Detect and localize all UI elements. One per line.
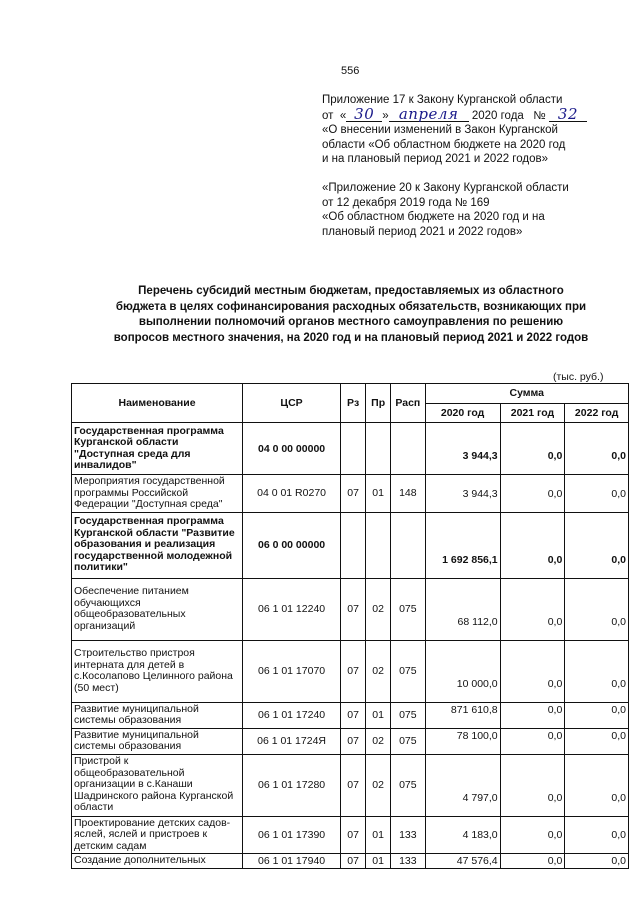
cell-2021: 0,0 xyxy=(500,512,565,578)
table-row xyxy=(72,475,629,513)
document-title xyxy=(72,284,630,346)
table-row xyxy=(72,578,629,640)
header-2020: 2020 год xyxy=(425,403,500,423)
cell-name: Государственная программа Курганской области "Доступная среда для инвалидов" xyxy=(72,423,243,475)
cell-csr: 06 1 01 17240 xyxy=(243,702,341,728)
cell-2021: 0,0 xyxy=(500,728,565,754)
cell-name: Создание дополнительных xyxy=(72,854,243,869)
table-body xyxy=(72,423,629,869)
cell-2022: 0,0 xyxy=(565,475,629,513)
cell-2021: 0,0 xyxy=(500,423,565,475)
cell-2021: 0,0 xyxy=(500,816,565,854)
table-row xyxy=(72,512,629,578)
table-row xyxy=(72,728,629,754)
title-line-3: выполнении полномочий органов местного самоуправления по решению xyxy=(138,316,564,328)
cell-name: Развитие муниципальной системы образования xyxy=(72,702,243,728)
appendix-17-year: 2020 года xyxy=(471,109,524,122)
cell-2020: 4 183,0 xyxy=(425,816,500,854)
appendix-17-month: апреля xyxy=(389,108,469,122)
cell-2022: 0,0 xyxy=(565,854,629,869)
table-row xyxy=(72,754,629,816)
cell-name: Государственная программа Курганской области "Развитие образования и реализация государственной молодежной политики" xyxy=(72,512,243,578)
cell-2022: 0,0 xyxy=(565,702,629,728)
appendix-17-quote-close: » xyxy=(382,109,389,122)
appendix-17-line-5: и на плановый период 2021 и 2022 годов» xyxy=(322,153,548,165)
header-pr: Пр xyxy=(366,384,391,423)
appendix-17-day: 30 xyxy=(346,108,382,122)
cell-csr: 06 1 01 12240 xyxy=(243,578,341,640)
cell-rz: 07 xyxy=(341,578,366,640)
cell-rz: 07 xyxy=(341,702,366,728)
cell-rasp xyxy=(391,512,425,578)
cell-2020: 4 797,0 xyxy=(425,754,500,816)
cell-2020: 3 944,3 xyxy=(425,423,500,475)
title-line-1: Перечень субсидий местным бюджетам, предоставляемых из областного xyxy=(138,285,564,297)
cell-2022: 0,0 xyxy=(565,728,629,754)
cell-rasp: 133 xyxy=(391,816,425,854)
appendix-17-line-3: «О внесении изменений в Закон Курганской xyxy=(322,124,558,136)
appendix-17-line-1: Приложение 17 к Закону Курганской области xyxy=(322,94,563,106)
cell-rasp: 133 xyxy=(391,854,425,869)
cell-csr: 04 0 00 00000 xyxy=(243,423,341,475)
cell-2022: 0,0 xyxy=(565,816,629,854)
cell-2020: 47 576,4 xyxy=(425,854,500,869)
cell-rz xyxy=(341,512,366,578)
cell-rz: 07 xyxy=(341,854,366,869)
cell-rz: 07 xyxy=(341,640,366,702)
cell-pr: 02 xyxy=(366,578,391,640)
cell-rasp xyxy=(391,423,425,475)
cell-pr: 02 xyxy=(366,728,391,754)
title-line-4: вопросов местного значения, на 2020 год и на плановый период 2021 и 2022 годов xyxy=(113,331,589,344)
appendix-17-number-sign: № xyxy=(533,109,546,122)
cell-2021: 0,0 xyxy=(500,702,565,728)
cell-2021: 0,0 xyxy=(500,475,565,513)
cell-2020: 3 944,3 xyxy=(425,475,500,513)
cell-rz: 07 xyxy=(341,754,366,816)
cell-2022: 0,0 xyxy=(565,578,629,640)
table-row xyxy=(72,816,629,854)
header-sum: Сумма xyxy=(425,384,628,404)
cell-2022: 0,0 xyxy=(565,640,629,702)
cell-csr: 06 1 01 17280 xyxy=(243,754,341,816)
header-csr: ЦСР xyxy=(243,384,341,423)
cell-rasp: 075 xyxy=(391,754,425,816)
cell-2021: 0,0 xyxy=(500,854,565,869)
header-name: Наименование xyxy=(72,384,243,423)
cell-2022: 0,0 xyxy=(565,423,629,475)
appendix-20-line-3: «Об областном бюджете на 2020 год и на xyxy=(322,211,545,223)
title-line-2: бюджета в целях софинансирования расходных обязательств, возникающих при xyxy=(115,300,587,313)
cell-rz xyxy=(341,423,366,475)
header-rasp: Расп xyxy=(391,384,425,423)
cell-name: Проектирование детских садов-яслей, яслей и пристроев к детским садам xyxy=(72,816,243,854)
cell-2020: 78 100,0 xyxy=(425,728,500,754)
cell-name: Обеспечение питанием обучающихся общеобразовательных организаций xyxy=(72,578,243,640)
cell-pr: 01 xyxy=(366,702,391,728)
subsidies-table xyxy=(71,383,629,869)
units-label: (тыс. руб.) xyxy=(553,371,604,383)
cell-rasp: 075 xyxy=(391,640,425,702)
appendix-17-header xyxy=(322,93,634,167)
cell-name: Развитие муниципальной системы образования xyxy=(72,728,243,754)
cell-pr xyxy=(366,512,391,578)
appendix-20-header xyxy=(322,181,634,239)
cell-rasp: 148 xyxy=(391,475,425,513)
cell-2021: 0,0 xyxy=(500,578,565,640)
appendix-17-quote-open: « xyxy=(339,109,347,122)
cell-rasp: 075 xyxy=(391,702,425,728)
cell-rz: 07 xyxy=(341,816,366,854)
cell-2022: 0,0 xyxy=(565,512,629,578)
page-number: 556 xyxy=(341,65,360,77)
cell-2020: 10 000,0 xyxy=(425,640,500,702)
cell-pr: 01 xyxy=(366,816,391,854)
table-row xyxy=(72,423,629,475)
table-row xyxy=(72,854,629,869)
cell-2020: 1 692 856,1 xyxy=(425,512,500,578)
cell-csr: 06 0 00 00000 xyxy=(243,512,341,578)
cell-rasp: 075 xyxy=(391,578,425,640)
cell-name: Мероприятия государственной программы Российской Федерации "Доступная среда" xyxy=(72,475,243,513)
cell-2020: 68 112,0 xyxy=(425,578,500,640)
cell-2022: 0,0 xyxy=(565,754,629,816)
header-2021: 2021 год xyxy=(500,403,565,423)
cell-csr: 06 1 01 1724Я xyxy=(243,728,341,754)
cell-name: Строительство пристроя интерната для детей в с.Косолапово Целинного района (50 мест) xyxy=(72,640,243,702)
cell-2021: 0,0 xyxy=(500,754,565,816)
cell-2021: 0,0 xyxy=(500,640,565,702)
cell-csr: 04 0 01 R0270 xyxy=(243,475,341,513)
appendix-20-line-1: «Приложение 20 к Закону Курганской области xyxy=(322,182,569,194)
appendix-17-date-line xyxy=(322,104,634,124)
cell-pr: 01 xyxy=(366,854,391,869)
table-row xyxy=(72,640,629,702)
appendix-20-line-2: от 12 декабря 2019 года № 169 xyxy=(322,196,490,209)
cell-pr: 02 xyxy=(366,754,391,816)
table-row xyxy=(72,702,629,728)
appendix-17-line-4: области «Об областном бюджете на 2020 год xyxy=(322,138,566,151)
cell-pr: 01 xyxy=(366,475,391,513)
appendix-17-ot: от xyxy=(322,109,334,122)
header-2022: 2022 год xyxy=(565,403,629,423)
cell-2020: 871 610,8 xyxy=(425,702,500,728)
cell-rz: 07 xyxy=(341,475,366,513)
cell-rasp: 075 xyxy=(391,728,425,754)
cell-pr xyxy=(366,423,391,475)
cell-csr: 06 1 01 17390 xyxy=(243,816,341,854)
cell-csr: 06 1 01 17070 xyxy=(243,640,341,702)
cell-rz: 07 xyxy=(341,728,366,754)
header-rz: Рз xyxy=(341,384,366,423)
appendix-20-line-4: плановый период 2021 и 2022 годов» xyxy=(322,225,523,238)
appendix-17-number: 32 xyxy=(549,108,587,122)
cell-csr: 06 1 01 17940 xyxy=(243,854,341,869)
cell-pr: 02 xyxy=(366,640,391,702)
cell-name: Пристрой к общеобразовательной организации в с.Канаши Шадринского района Курганской области xyxy=(72,754,243,816)
